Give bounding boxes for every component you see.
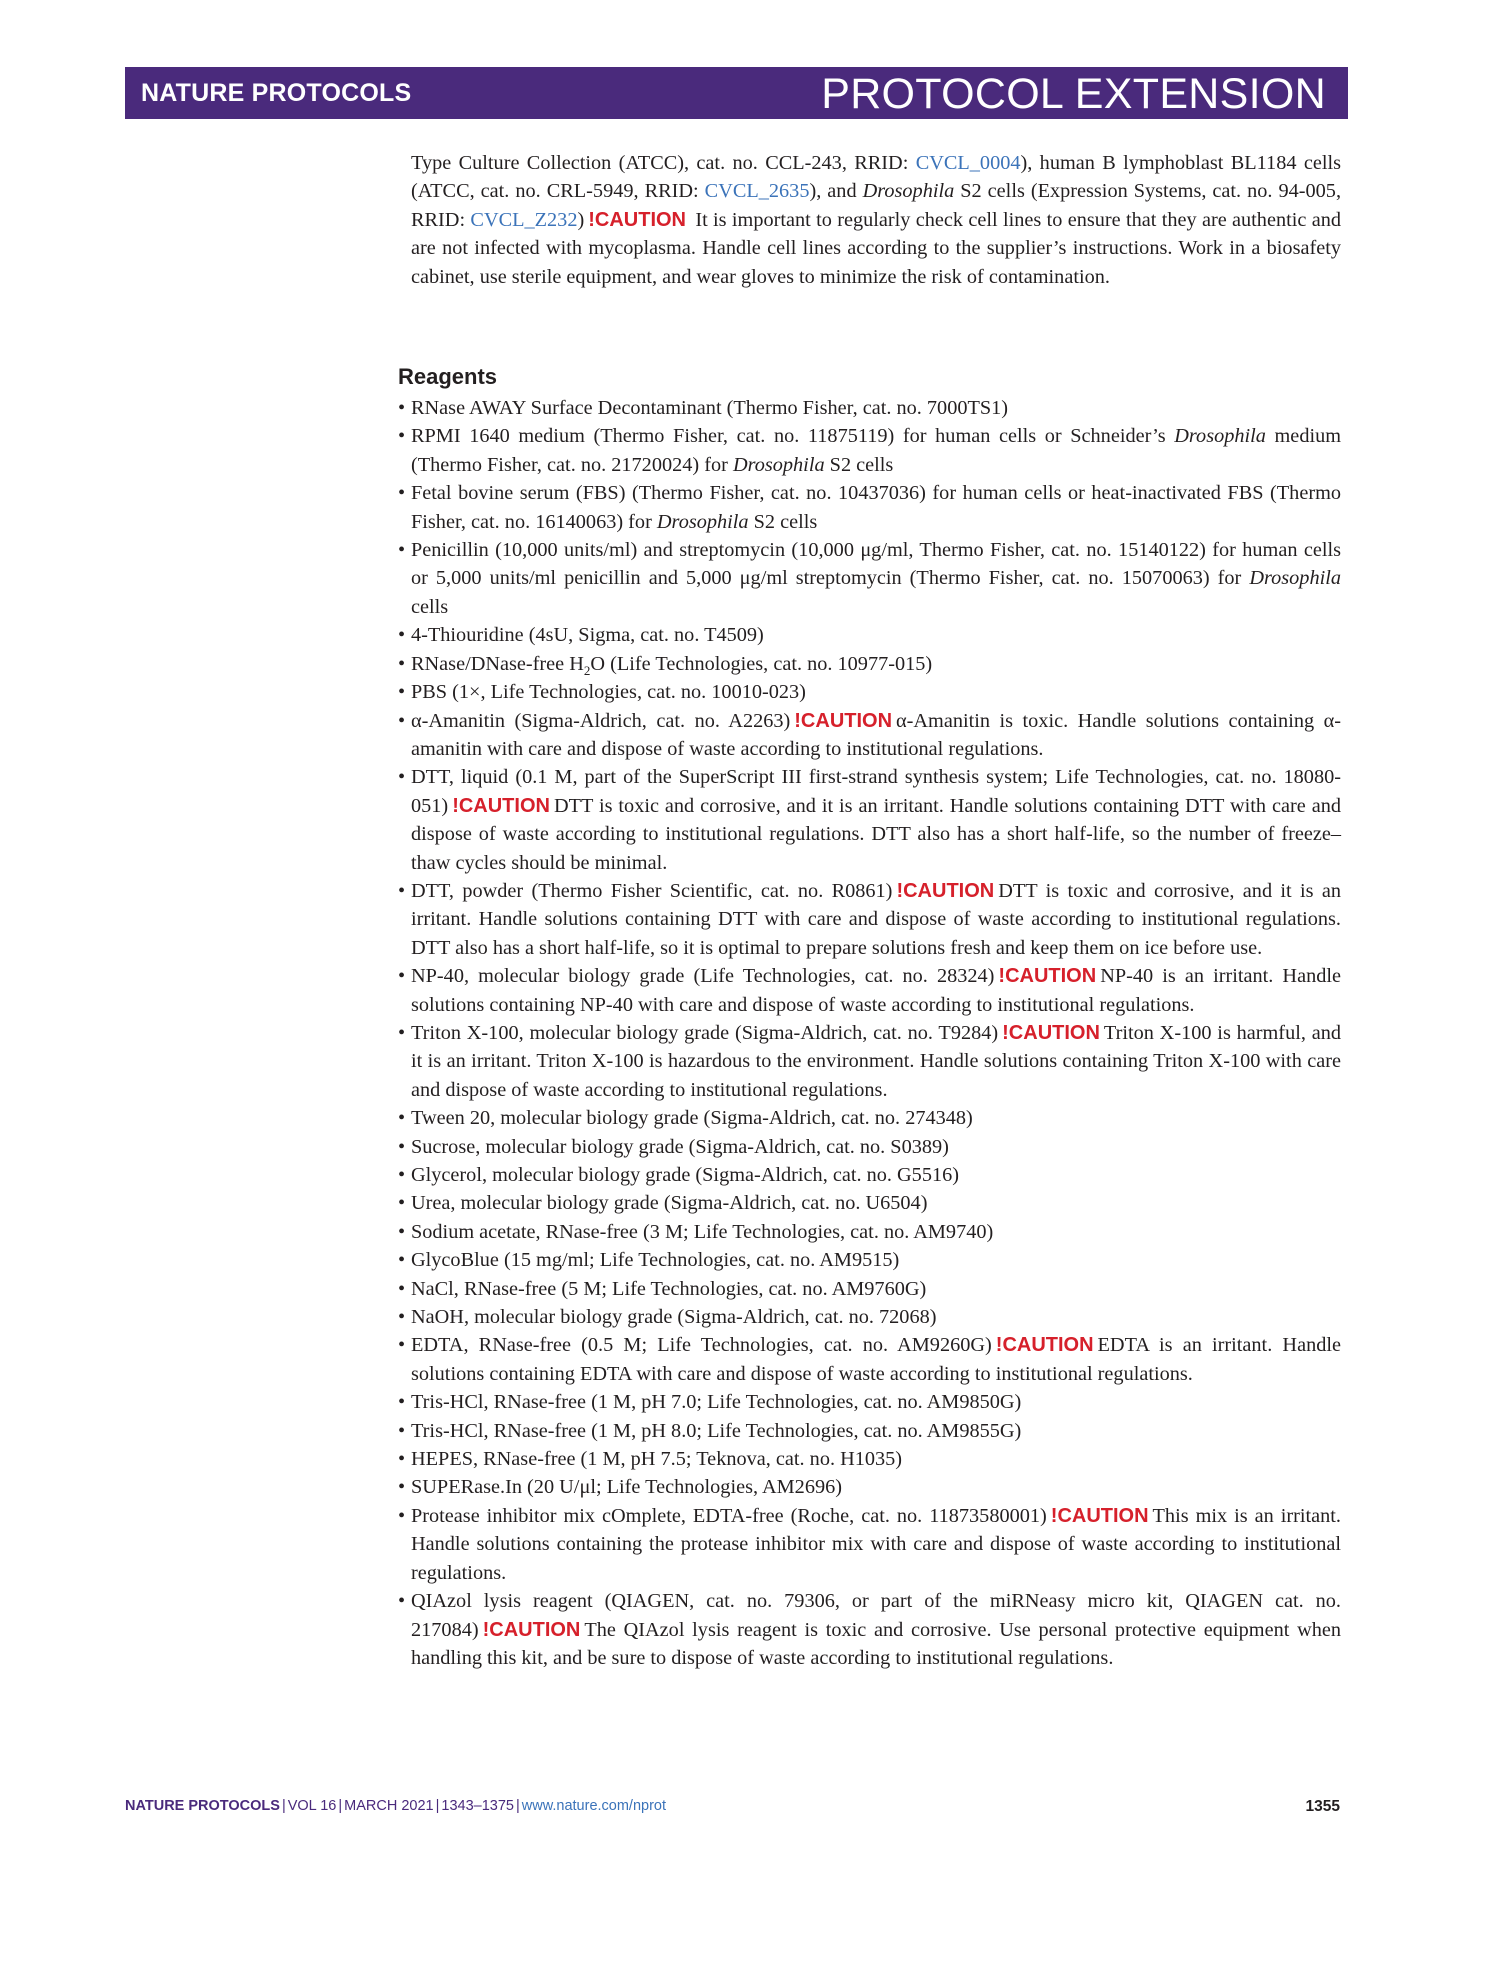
reagent-item: • Tris-HCl, RNase-free (1 M, pH 7.0; Life Technologies, cat. no. AM9850G) <box>411 1388 1341 1416</box>
intro-paragraph: Type Culture Collection (ATCC), cat. no. CCL-243, RRID: CVCL_0004), human B lymphoblast BL1184 cells (ATCC, cat. no. CRL-5949, RRID: CVCL_2635), and Drosophila S2 cells (Expression Systems, cat. no. 94-005, RRID: CVCL_Z232) !CAUTION It is important to regularly check cell lines to ensure that they are authentic and are not infected with mycoplasma. Handle cell lines according to the supplier’s instructions. Work in a biosafety cabinet, use sterile equipment, and wear gloves to minimize the risk of contamination. <box>411 152 1342 288</box>
reagents-heading: Reagents <box>398 364 498 390</box>
rrid-link[interactable]: CVCL_2635 <box>704 180 810 203</box>
caution-label: !CAUTION <box>794 709 893 732</box>
reagent-item: • Fetal bovine serum (FBS) (Thermo Fisher, cat. no. 10437036) for human cells or heat-inactivated FBS (Thermo Fisher, cat. no. 16140063) for Drosophila S2 cells <box>411 479 1341 536</box>
journal-name: NATURE PROTOCOLS <box>141 79 412 107</box>
reagent-item: • NaCl, RNase-free (5 M; Life Technologies, cat. no. AM9760G) <box>411 1275 1341 1303</box>
footer-journal: NATURE PROTOCOLS <box>125 1798 280 1814</box>
reagent-item: • NP-40, molecular biology grade (Life Technologies, cat. no. 28324) !CAUTION NP-40 is an irritant. Handle solutions containing NP-40 with care and dispose of waste according to institutional regulations. <box>411 962 1341 1019</box>
page-content <box>398 149 1342 1672</box>
section-title: PROTOCOL EXTENSION <box>821 70 1326 118</box>
reagent-item: • HEPES, RNase-free (1 M, pH 7.5; Teknova, cat. no. H1035) <box>411 1445 1341 1473</box>
caution-label: !CAUTION <box>588 208 686 231</box>
reagent-item: • SUPERase.In (20 U/μl; Life Technologies, AM2696) <box>411 1473 1341 1501</box>
reagent-item: • Urea, molecular biology grade (Sigma-Aldrich, cat. no. U6504) <box>411 1189 1341 1217</box>
reagent-item: • RNase AWAY Surface Decontaminant (Thermo Fisher, cat. no. 7000TS1) <box>411 394 1341 422</box>
reagent-item: • Tris-HCl, RNase-free (1 M, pH 8.0; Life Technologies, cat. no. AM9855G) <box>411 1417 1341 1445</box>
caution-label: !CAUTION <box>482 1618 581 1641</box>
page-footer: NATURE PROTOCOLS | VOL 16 | MARCH 2021 | 1343–1375 | www.nature.com/nprot 1355 <box>125 1798 1340 1815</box>
reagent-item: • 4-Thiouridine (4sU, Sigma, cat. no. T4509) <box>411 621 1341 649</box>
reagent-item: • RNase/DNase-free $H_2O$ (Life Technologies, cat. no. 10977-015) <box>411 650 1341 678</box>
footer-date: MARCH 2021 <box>344 1798 434 1814</box>
footer-url[interactable]: www.nature.com/nprot <box>521 1798 667 1814</box>
caution-label: !CAUTION <box>998 965 1097 988</box>
caution-label: !CAUTION <box>1050 1504 1149 1527</box>
caution-label: !CAUTION <box>995 1334 1094 1357</box>
caution-label: !CAUTION <box>896 879 995 902</box>
reagent-item: • Triton X-100, molecular biology grade (Sigma-Aldrich, cat. no. T9284) !CAUTION Triton X-100 is harmful, and it is an irritant. Triton X-100 is hazardous to the environment. Handle solutions containing Triton X-100 with care and dispose of waste according to institutional regulations. <box>411 1019 1341 1104</box>
caution-label: !CAUTION <box>1002 1021 1100 1044</box>
reagent-item: • DTT, liquid (0.1 M, part of the SuperScript III first-strand synthesis system; Life Technologies, cat. no. 18080-051) !CAUTION DTT is toxic and corrosive, and it is an irritant. Handle solutions containing DTT with care and dispose of waste according to institutional regulations. DTT also has a short half-life, so the number of freeze–thaw cycles should be minimal. <box>411 763 1341 877</box>
reagent-item: • PBS (1×, Life Technologies, cat. no. 10010-023) <box>411 678 1341 706</box>
reagent-item: • NaOH, molecular biology grade (Sigma-Aldrich, cat. no. 72068) <box>411 1303 1341 1331</box>
footer-pages: 1343–1375 <box>441 1798 514 1814</box>
reagent-item: • Penicillin (10,000 units/ml) and streptomycin (10,000 μg/ml, Thermo Fisher, cat. no. 15140122) for human cells or 5,000 units/ml penicillin and 5,000 μg/ml streptomycin (Thermo Fisher, cat. no. 15070063) for Drosophila cells <box>411 536 1341 621</box>
caution-label: !CAUTION <box>452 794 550 817</box>
rrid-link[interactable]: CVCL_Z232 <box>470 208 578 231</box>
footer-volume: VOL 16 <box>287 1798 337 1814</box>
reagent-item: • Sucrose, molecular biology grade (Sigma-Aldrich, cat. no. S0389) <box>411 1133 1341 1161</box>
reagent-item: • α-Amanitin (Sigma-Aldrich, cat. no. A2263) !CAUTION α-Amanitin is toxic. Handle solutions containing α-amanitin with care and dispose of waste according to institutional regulations. <box>411 707 1341 764</box>
rrid-link[interactable]: CVCL_0004 <box>915 152 1021 174</box>
reagent-item: • EDTA, RNase-free (0.5 M; Life Technologies, cat. no. AM9260G) !CAUTION EDTA is an irritant. Handle solutions containing EDTA with care and dispose of waste according to institutional regulations. <box>411 1331 1341 1388</box>
reagent-list <box>411 394 1341 1672</box>
reagent-item: • Sodium acetate, RNase-free (3 M; Life Technologies, cat. no. AM9740) <box>411 1218 1341 1246</box>
page-number: 1355 <box>1305 1798 1340 1815</box>
reagent-item: • Tween 20, molecular biology grade (Sigma-Aldrich, cat. no. 274348) <box>411 1104 1341 1132</box>
reagent-item: • QIAzol lysis reagent (QIAGEN, cat. no. 79306, or part of the miRNeasy micro kit, QIAGEN cat. no. 217084) !CAUTION The QIAzol lysis reagent is toxic and corrosive. Use personal protective equipment when handling this kit, and be sure to dispose of waste according to institutional regulations. <box>411 1587 1341 1672</box>
reagent-item: • Protease inhibitor mix cOmplete, EDTA-free (Roche, cat. no. 11873580001) !CAUTION This mix is an irritant. Handle solutions containing the protease inhibitor mix with care and dispose of waste according to institutional regulations. <box>411 1502 1341 1587</box>
reagent-item: • DTT, powder (Thermo Fisher Scientific, cat. no. R0861) !CAUTION DTT is toxic and corrosive, and it is an irritant. Handle solutions containing DTT with care and dispose of waste according to institutional regulations. DTT also has a short half-life, so it is optimal to prepare solutions fresh and keep them on ice before use. <box>411 877 1341 962</box>
reagent-item: • GlycoBlue (15 mg/ml; Life Technologies, cat. no. AM9515) <box>411 1246 1341 1274</box>
reagent-item: • RPMI 1640 medium (Thermo Fisher, cat. no. 11875119) for human cells or Schneider’s Drosophila medium (Thermo Fisher, cat. no. 21720024) for Drosophila S2 cells <box>411 422 1341 479</box>
page-header <box>125 67 1348 119</box>
reagent-item: • Glycerol, molecular biology grade (Sigma-Aldrich, cat. no. G5516) <box>411 1161 1341 1189</box>
